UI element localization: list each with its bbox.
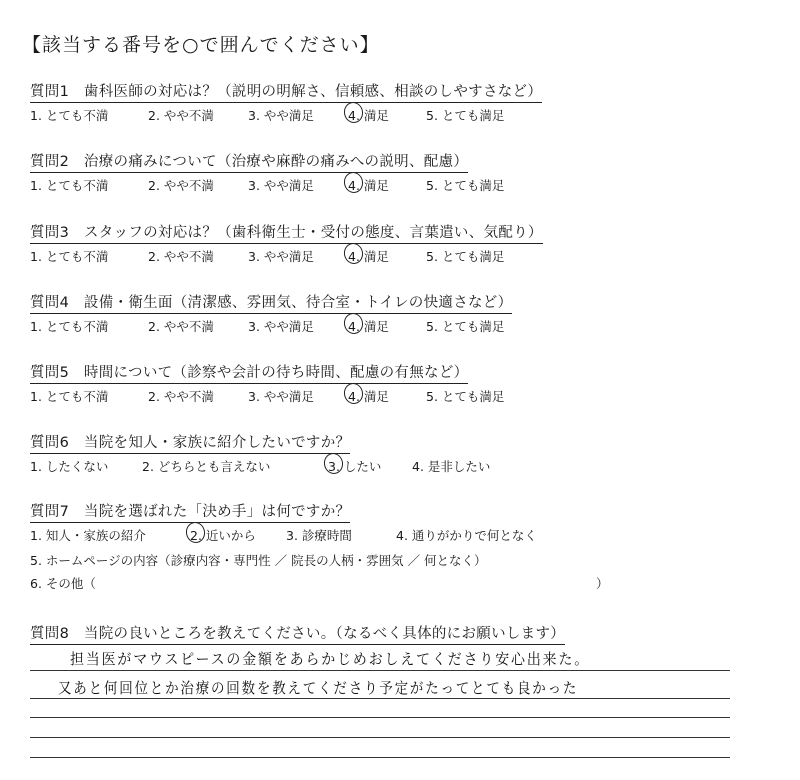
q1-option-4[interactable]: 4. 満足 <box>348 106 389 124</box>
q1-option-2[interactable]: 2. やや不満 <box>148 108 214 123</box>
q3-option-2[interactable]: 2. やや不満 <box>148 249 214 264</box>
question-4-title: 質問4 設備・衛生面（清潔感、雰囲気、待合室・トイレの快適さなど） <box>30 291 512 314</box>
question-2-title: 質問2 治療の痛みについて（治療や麻酔の痛みへの説明、配慮） <box>30 150 468 173</box>
answer-rule-line <box>30 757 730 758</box>
question-3-title: 質問3 スタッフの対応は？（歯科衛生士・受付の態度、言葉遣い、気配り） <box>30 221 543 244</box>
q7-option-5[interactable]: 5. ホームページの内容（診療内容・専門性 ／ 院長の人柄・雰囲気 ／ 何となく） <box>30 553 487 568</box>
q3-option-4[interactable]: 4. 満足 <box>348 247 389 265</box>
q2-option-3[interactable]: 3. やや満足 <box>248 178 314 193</box>
q4-option-1[interactable]: 1. とても不満 <box>30 319 109 334</box>
q4-option-4[interactable]: 4. 満足 <box>348 317 389 335</box>
q7-option-6[interactable]: 6. その他（ <box>30 576 96 591</box>
q7-option-4[interactable]: 4. 通りがかりで何となく <box>396 528 537 543</box>
q3-option-1[interactable]: 1. とても不満 <box>30 249 109 264</box>
q7-option-2[interactable]: 2. 近いから <box>190 526 256 544</box>
q6-option-2[interactable]: 2. どちらとも言えない <box>142 459 271 474</box>
q2-option-2[interactable]: 2. やや不満 <box>148 178 214 193</box>
q1-option-1[interactable]: 1. とても不満 <box>30 108 109 123</box>
q4-option-2[interactable]: 2. やや不満 <box>148 319 214 334</box>
q6-option-4[interactable]: 4. 是非したい <box>412 459 491 474</box>
q2-option-1[interactable]: 1. とても不満 <box>30 178 109 193</box>
answer-rule-line <box>30 670 730 671</box>
handwritten-answer-line-1: 担当医がマウスピースの金額をあらかじめおしえてくださり安心出来た。 <box>70 650 591 668</box>
q2-option-5[interactable]: 5. とても満足 <box>426 178 505 193</box>
answer-rule-line <box>30 737 730 738</box>
question-6-title: 質問6 当院を知人・家族に紹介したいですか？ <box>30 431 350 454</box>
q5-option-3[interactable]: 3. やや満足 <box>248 389 314 404</box>
q3-option-5[interactable]: 5. とても満足 <box>426 249 505 264</box>
question-7-title: 質問7 当院を選ばれた「決め手」は何ですか？ <box>30 500 350 523</box>
question-5-title: 質問5 時間について（診察や会計の待ち時間、配慮の有無など） <box>30 361 468 384</box>
q1-option-5[interactable]: 5. とても満足 <box>426 108 505 123</box>
q6-option-3[interactable]: 3. したい <box>328 457 381 475</box>
answer-rule-line <box>30 717 730 718</box>
q5-option-5[interactable]: 5. とても満足 <box>426 389 505 404</box>
q6-option-1[interactable]: 1. したくない <box>30 459 109 474</box>
question-8-title: 質問8 当院の良いところを教えてください。（なるべく具体的にお願いします） <box>30 622 565 645</box>
handwritten-answer-line-2: 又あと何回位とか治療の回数を教えてくださり予定がたってとても良かった <box>58 679 579 697</box>
q3-option-3[interactable]: 3. やや満足 <box>248 249 314 264</box>
q1-option-3[interactable]: 3. やや満足 <box>248 108 314 123</box>
question-1-title: 質問1 歯科医師の対応は？（説明の明解さ、信頼感、相談のしやすさなど） <box>30 80 542 103</box>
q7-option-1[interactable]: 1. 知人・家族の紹介 <box>30 528 146 543</box>
q4-option-3[interactable]: 3. やや満足 <box>248 319 314 334</box>
answer-rule-line <box>30 698 730 699</box>
q4-option-5[interactable]: 5. とても満足 <box>426 319 505 334</box>
q5-option-2[interactable]: 2. やや不満 <box>148 389 214 404</box>
q7-option-6-close: ） <box>596 576 609 591</box>
q5-option-1[interactable]: 1. とても不満 <box>30 389 109 404</box>
q5-option-4[interactable]: 4. 満足 <box>348 387 389 405</box>
q7-option-3[interactable]: 3. 診療時間 <box>286 528 352 543</box>
q2-option-4[interactable]: 4. 満足 <box>348 176 389 194</box>
instruction-header: 【該当する番号を○で囲んでください】 <box>22 34 380 56</box>
